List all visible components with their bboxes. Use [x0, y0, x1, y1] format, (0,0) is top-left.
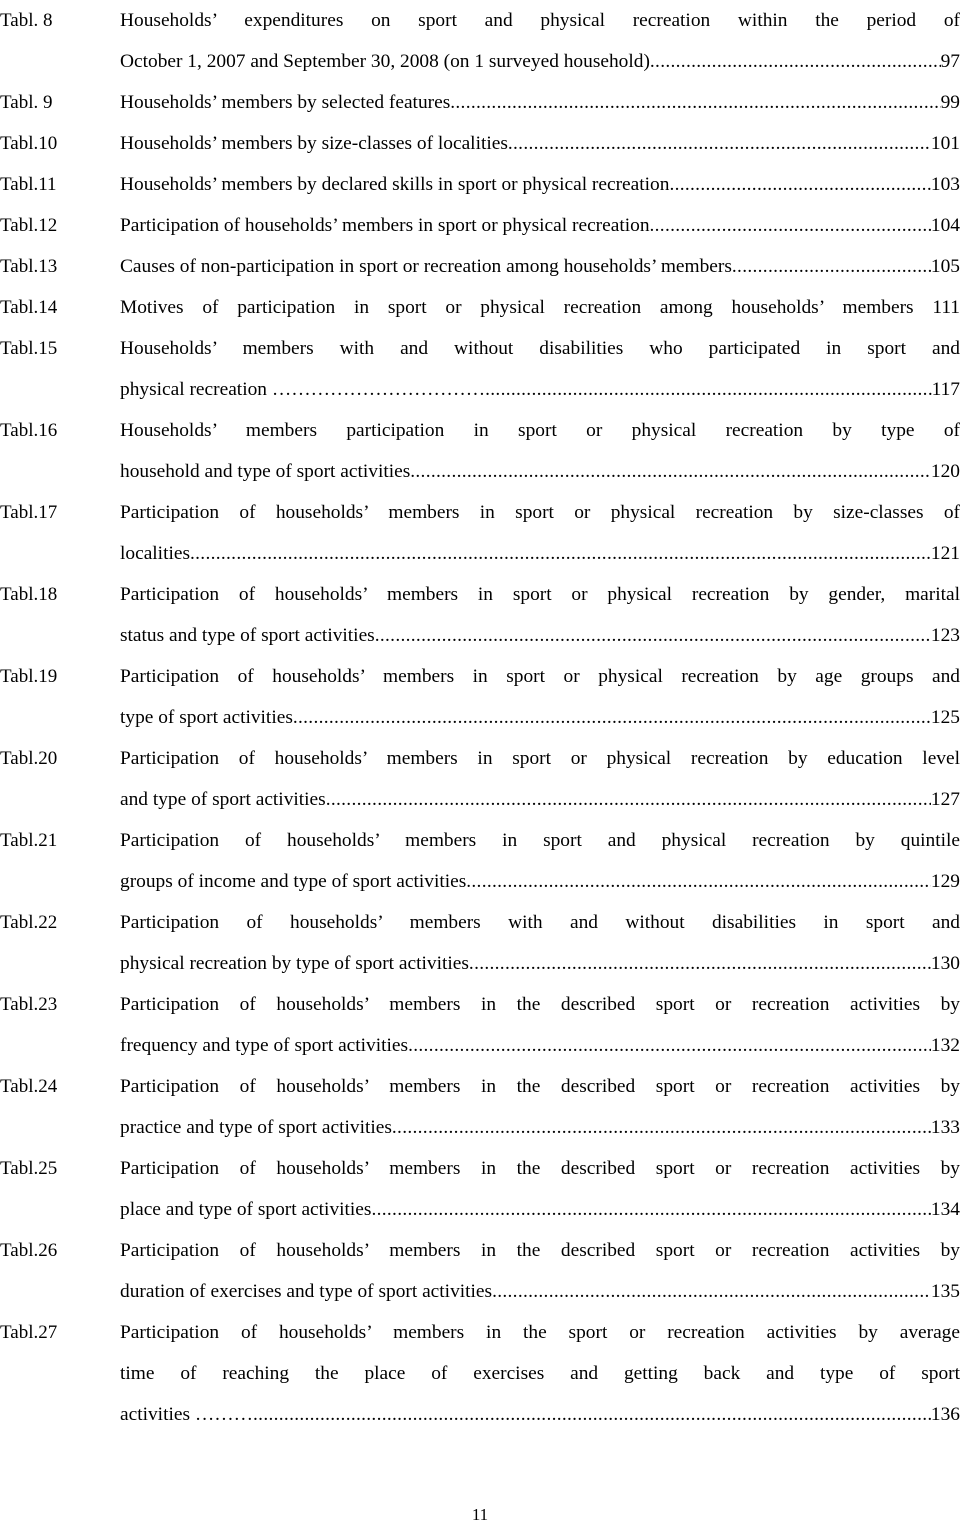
page-reference: 97 [940, 51, 960, 72]
entry-title-line [120, 615, 960, 656]
entry-title [120, 984, 960, 1066]
entry-title-text: Households’ members by size-classes of localities [120, 133, 508, 154]
toc-entry [0, 984, 960, 1066]
toc-entry [0, 738, 960, 820]
page-reference: 105 [930, 256, 960, 277]
toc-entry [0, 82, 960, 123]
entry-title-line [120, 451, 960, 492]
entry-title-line: Participation of households’ members with and without disabilities in sport and [120, 912, 960, 933]
entry-title [120, 0, 960, 82]
dot-leader [450, 82, 940, 123]
entry-title [120, 328, 960, 410]
dot-leader [371, 1189, 930, 1230]
toc-entry [0, 820, 960, 902]
toc-entry [0, 0, 960, 82]
table-number: Tabl.14 [0, 297, 58, 318]
page-reference: 130 [930, 953, 960, 974]
entry-title-text: and type of sport activities [120, 789, 326, 810]
toc-entry [0, 164, 960, 205]
entry-title-line [120, 205, 960, 246]
entry-title-line [120, 1189, 960, 1230]
table-number: Tabl.17 [0, 502, 58, 523]
entry-title-text: status and type of sport activities [120, 625, 375, 646]
entry-title [120, 1148, 960, 1230]
entry-title [120, 164, 960, 205]
table-number: Tabl.25 [0, 1158, 58, 1179]
table-number: Tabl.20 [0, 748, 58, 769]
page-reference: 103 [930, 174, 960, 195]
entry-title-text: Participation of households’ members in sport or physical recreation [120, 215, 650, 236]
table-number: Tabl.12 [0, 215, 58, 236]
entry-title-line: Participation of households’ members in the described sport or recreation activities by [120, 994, 960, 1015]
page-reference: 135 [930, 1281, 960, 1302]
dot-leader [293, 697, 931, 738]
entry-title [120, 656, 960, 738]
page-reference: 134 [930, 1199, 960, 1220]
entry-title-text: October 1, 2007 and September 30, 2008 (on 1 surveyed household) [120, 51, 650, 72]
entry-title-line: Households’ members participation in sport or physical recreation by type of [120, 420, 960, 441]
entry-title-line [120, 41, 960, 82]
toc-entry [0, 328, 960, 410]
toc-entry [0, 287, 960, 328]
toc-entry [0, 205, 960, 246]
table-number: Tabl.11 [0, 174, 57, 195]
page-reference: 120 [930, 461, 960, 482]
entry-title [120, 1066, 960, 1148]
entry-title-text: physical recreation …………………………… [120, 379, 486, 400]
entry-title [120, 574, 960, 656]
entry-title-text: physical recreation by type of sport activities [120, 953, 469, 974]
entry-title [120, 492, 960, 574]
entry-title-line: Participation of households’ members in sport or physical recreation by gender, marital [120, 584, 960, 605]
entry-title-text: household and type of sport activities [120, 461, 411, 482]
dot-leader [469, 943, 931, 984]
page-reference: 133 [930, 1117, 960, 1138]
entry-title-text: frequency and type of sport activities [120, 1035, 409, 1056]
table-number: Tabl.22 [0, 912, 58, 933]
entry-title [120, 1230, 960, 1312]
entry-title-line: Households’ expenditures on sport and physical recreation within the period of [120, 10, 960, 31]
entry-title-line: Participation of households’ members in sport or physical recreation by age groups and [120, 666, 960, 687]
entry-title-line [120, 697, 960, 738]
entry-title-line [120, 82, 960, 123]
table-number: Tabl.19 [0, 666, 58, 687]
dot-leader [650, 205, 931, 246]
dot-leader [326, 779, 931, 820]
entry-title [120, 287, 960, 328]
toc-entry [0, 1066, 960, 1148]
entry-title-line: Participation of households’ members in sport or physical recreation by education level [120, 748, 960, 769]
entry-title [120, 123, 960, 164]
table-number: Tabl. 8 [0, 10, 53, 31]
page-reference: 125 [930, 707, 960, 728]
entry-title-line [120, 1025, 960, 1066]
page-number: 11 [471, 1505, 489, 1524]
page-reference: 132 [930, 1035, 960, 1056]
entry-title-line [120, 861, 960, 902]
entry-title [120, 1312, 960, 1435]
toc-entry [0, 410, 960, 492]
entry-title-line [120, 779, 960, 820]
entry-title [120, 82, 960, 123]
entry-title [120, 205, 960, 246]
entry-title-line: Participation of households’ members in the described sport or recreation activities by [120, 1076, 960, 1097]
page-reference: 136 [930, 1404, 960, 1425]
dot-leader [732, 246, 931, 287]
toc-entry [0, 1230, 960, 1312]
page-reference: 129 [930, 871, 960, 892]
toc-entry [0, 902, 960, 984]
toc-entry [0, 492, 960, 574]
entry-title-line [120, 246, 960, 287]
page-reference: 121 [930, 543, 960, 564]
entry-title-line [120, 943, 960, 984]
page-reference: 123 [930, 625, 960, 646]
page-reference: 99 [940, 92, 960, 113]
table-number: Tabl.23 [0, 994, 58, 1015]
page-reference: 127 [930, 789, 960, 810]
entry-title-text: Households’ members by declared skills in sport or physical recreation [120, 174, 670, 195]
dot-leader [485, 369, 932, 410]
toc-entry [0, 656, 960, 738]
toc-entry [0, 1312, 960, 1435]
entry-title [120, 410, 960, 492]
entry-title-text: activities ……… [120, 1404, 254, 1425]
dot-leader [392, 1107, 931, 1148]
entry-title-line [120, 533, 960, 574]
table-number: Tabl.26 [0, 1240, 58, 1261]
entry-title-line: Participation of households’ members in the described sport or recreation activities by [120, 1158, 960, 1179]
entry-title-line [120, 369, 960, 410]
dot-leader [253, 1394, 931, 1435]
entry-title-text: Households’ members by selected features [120, 92, 451, 113]
entry-title-line [120, 1107, 960, 1148]
entry-title [120, 738, 960, 820]
table-number: Tabl.13 [0, 256, 58, 277]
toc-entry [0, 123, 960, 164]
dot-leader [466, 861, 931, 902]
dot-leader [650, 41, 941, 82]
entry-title-line [120, 164, 960, 205]
entry-title-line: Households’ members with and without disabilities who participated in sport and [120, 338, 960, 359]
table-number: Tabl.10 [0, 133, 58, 154]
entry-title-line: time of reaching the place of exercises and getting back and type of sport [120, 1363, 960, 1384]
table-number: Tabl.18 [0, 584, 58, 605]
dot-leader [375, 615, 931, 656]
entry-title [120, 246, 960, 287]
table-number: Tabl.24 [0, 1076, 58, 1097]
entry-title-line [120, 123, 960, 164]
dot-leader [492, 1271, 931, 1312]
table-number: Tabl.27 [0, 1322, 58, 1343]
table-number: Tabl.15 [0, 338, 58, 359]
page-reference: 104 [930, 215, 960, 236]
dot-leader [508, 123, 931, 164]
entry-title-line: Participation of households’ members in the sport or recreation activities by average [120, 1322, 960, 1343]
table-number: Tabl.21 [0, 830, 58, 851]
entry-title-text: type of sport activities [120, 707, 293, 728]
table-number: Tabl. 9 [0, 92, 53, 113]
entry-title-line [120, 1394, 960, 1435]
toc-entry [0, 1148, 960, 1230]
table-number: Tabl.16 [0, 420, 58, 441]
entry-title-text: groups of income and type of sport activities [120, 871, 467, 892]
dot-leader [190, 533, 931, 574]
dot-leader [410, 451, 931, 492]
entry-title-text: practice and type of sport activities [120, 1117, 392, 1138]
entry-title-line: Participation of households’ members in sport or physical recreation by size-classes of [120, 502, 960, 523]
entry-title-line: Motives of participation in sport or physical recreation among households’ members 111 [120, 297, 960, 318]
page-reference: 101 [930, 133, 960, 154]
page-reference: 117 [931, 379, 960, 400]
dot-leader [669, 164, 930, 205]
entry-title-line: Participation of households’ members in sport and physical recreation by quintile [120, 830, 960, 851]
entry-title-line [120, 1271, 960, 1312]
entry-title [120, 902, 960, 984]
entry-title-text: Causes of non-participation in sport or recreation among households’ members [120, 256, 732, 277]
entry-title-text: place and type of sport activities [120, 1199, 372, 1220]
entry-title-text: duration of exercises and type of sport activities [120, 1281, 493, 1302]
toc-entry [0, 574, 960, 656]
dot-leader [408, 1025, 931, 1066]
toc-entry [0, 246, 960, 287]
entry-title-text: localities [120, 543, 190, 564]
entry-title-line: Participation of households’ members in the described sport or recreation activities by [120, 1240, 960, 1261]
entry-title [120, 820, 960, 902]
